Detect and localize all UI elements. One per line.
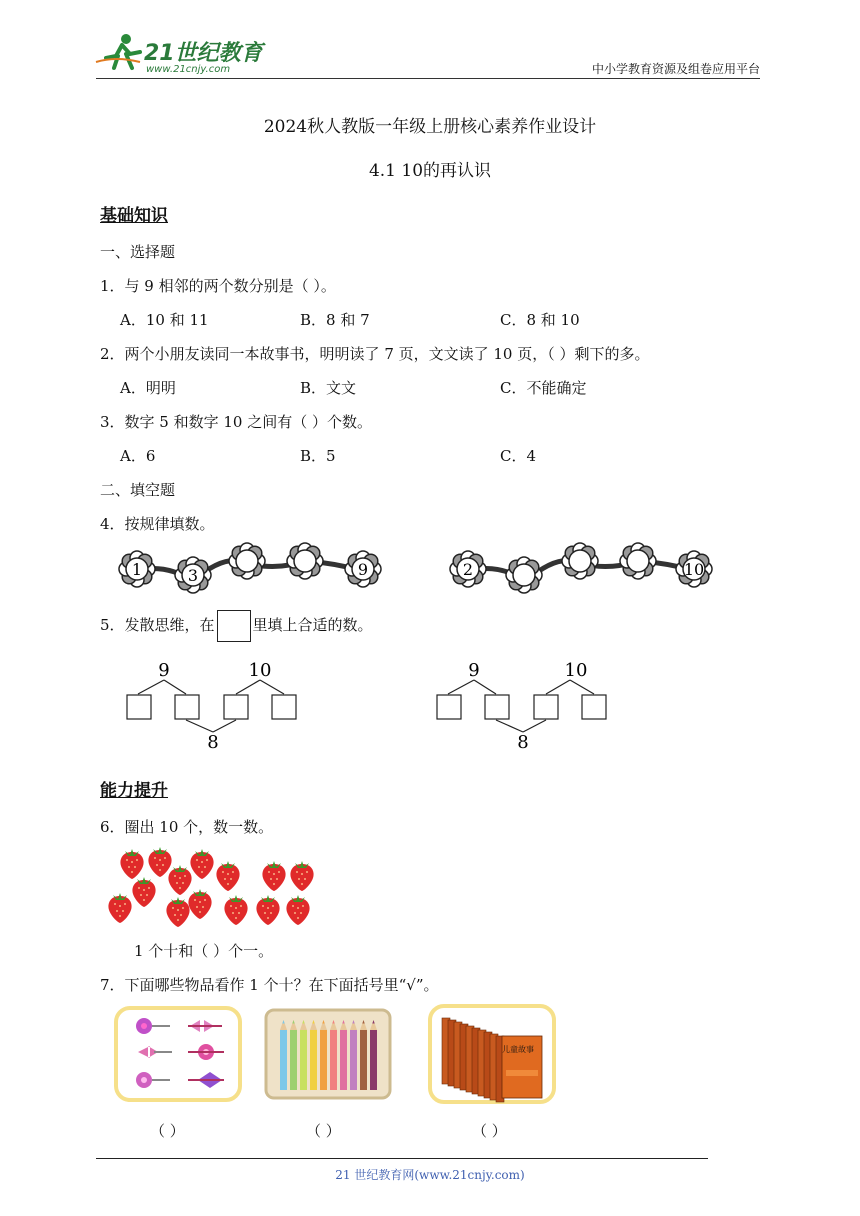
q2-option-a[interactable]: A．明明 bbox=[120, 379, 176, 397]
q7-paren-1[interactable]: （ ） bbox=[150, 1122, 185, 1140]
pencil-5 bbox=[320, 1030, 327, 1090]
footer-rule bbox=[96, 1158, 708, 1159]
q6-stem: 6．圈出 10 个，数一数。 bbox=[100, 818, 274, 836]
section-advanced: 能力提升 bbox=[100, 781, 168, 801]
seq2-flower-3[interactable] bbox=[569, 550, 591, 572]
seq1-number-5: 9 bbox=[357, 560, 369, 579]
pencil-3 bbox=[300, 1030, 307, 1090]
section-basic: 基础知识 bbox=[100, 206, 168, 226]
seq2-flower-2[interactable] bbox=[513, 564, 535, 586]
tree2-bottom: 8 bbox=[517, 732, 529, 753]
q2-option-b[interactable]: B．文文 bbox=[300, 379, 357, 397]
page-title: 2024秋人教版一年级上册核心素养作业设计 bbox=[263, 117, 597, 137]
book-label: 儿童故事 bbox=[502, 1045, 534, 1054]
pencil-2 bbox=[290, 1030, 297, 1090]
q3-option-a[interactable]: A．6 bbox=[120, 447, 156, 465]
q6-answer: 1 个十和（ ）个一。 bbox=[134, 942, 274, 960]
number-tree-1 bbox=[120, 658, 310, 753]
seq2-number-1: 2 bbox=[462, 560, 474, 579]
platform-name: 中小学教育资源及组卷应用平台 bbox=[591, 62, 760, 76]
part-fill: 二、填空题 bbox=[100, 481, 176, 499]
tree2-box-3[interactable] bbox=[534, 695, 558, 719]
seq1-number-1: 1 bbox=[131, 560, 143, 579]
pencil-9 bbox=[360, 1030, 367, 1090]
tree1-top-left: 9 bbox=[158, 660, 170, 681]
pencil-1 bbox=[280, 1030, 287, 1090]
q3-option-b[interactable]: B．5 bbox=[300, 447, 336, 465]
q5-stem-b: 里填上合适的数。 bbox=[252, 616, 373, 634]
q2-option-c[interactable]: C．不能确定 bbox=[500, 379, 587, 397]
q7-stem: 7．下面哪些物品看作 1 个十？在下面括号里“√”。 bbox=[100, 976, 439, 994]
logo-text: 21世纪教育 bbox=[144, 41, 263, 66]
answer-box-sample bbox=[217, 610, 251, 642]
flower-sequence-2 bbox=[448, 543, 718, 603]
tree1-bottom: 8 bbox=[207, 732, 219, 753]
q5-stem bbox=[100, 610, 373, 642]
q4-stem: 4．按规律填数。 bbox=[100, 515, 215, 533]
q1-option-b[interactable]: B．8 和 7 bbox=[300, 311, 370, 329]
strawberries-picture bbox=[104, 844, 324, 934]
hairclips-picture bbox=[114, 1006, 242, 1102]
pencil-7 bbox=[340, 1030, 347, 1090]
q3-option-c[interactable]: C．4 bbox=[500, 447, 537, 465]
part-choice: 一、选择题 bbox=[100, 243, 176, 261]
q5-stem-a: 5．发散思维，在 bbox=[100, 616, 215, 634]
q2-stem: 2．两个小朋友读同一本故事书，明明读了 7 页，文文读了 10 页，（ ）剩下的多。 bbox=[100, 345, 650, 363]
tree2-box-2[interactable] bbox=[485, 695, 509, 719]
pencil-4 bbox=[310, 1030, 317, 1090]
q7-paren-2[interactable]: （ ） bbox=[306, 1122, 341, 1140]
pencil-6 bbox=[330, 1030, 337, 1090]
header-rule bbox=[96, 78, 760, 79]
tree1-top-right: 10 bbox=[248, 660, 272, 681]
seq1-flower-3[interactable] bbox=[236, 550, 258, 572]
seq2-number-5: 10 bbox=[683, 560, 705, 579]
seq1-flower-4[interactable] bbox=[294, 550, 316, 572]
pencil-10 bbox=[370, 1030, 377, 1090]
tree1-box-4[interactable] bbox=[272, 695, 296, 719]
q7-paren-3[interactable]: （ ） bbox=[472, 1122, 507, 1140]
number-tree-2 bbox=[430, 658, 620, 753]
flower-sequence-1 bbox=[115, 543, 385, 603]
tree2-box-4[interactable] bbox=[582, 695, 606, 719]
footer-text: 21 世纪教育网(www.21cnjy.com) bbox=[335, 1168, 525, 1182]
tree2-top-left: 9 bbox=[468, 660, 480, 681]
tree1-box-1[interactable] bbox=[127, 695, 151, 719]
q3-stem: 3．数字 5 和数字 10 之间有（ ）个数。 bbox=[100, 413, 373, 431]
pencils-picture bbox=[264, 1008, 392, 1100]
books-picture bbox=[428, 1004, 556, 1104]
logo-url: www.21cnjy.com bbox=[146, 64, 231, 75]
q1-stem: 1．与 9 相邻的两个数分别是（ ）。 bbox=[100, 277, 336, 295]
tree2-top-right: 10 bbox=[564, 660, 588, 681]
q1-option-a[interactable]: A．10 和 11 bbox=[120, 311, 209, 329]
tree1-box-2[interactable] bbox=[175, 695, 199, 719]
pencil-8 bbox=[350, 1030, 357, 1090]
page-subtitle: 4.1 10的再认识 bbox=[368, 161, 492, 181]
q1-option-c[interactable]: C．8 和 10 bbox=[500, 311, 580, 329]
seq1-number-2: 3 bbox=[187, 566, 199, 585]
tree1-box-3[interactable] bbox=[224, 695, 248, 719]
tree2-box-1[interactable] bbox=[437, 695, 461, 719]
seq2-flower-4[interactable] bbox=[627, 550, 649, 572]
